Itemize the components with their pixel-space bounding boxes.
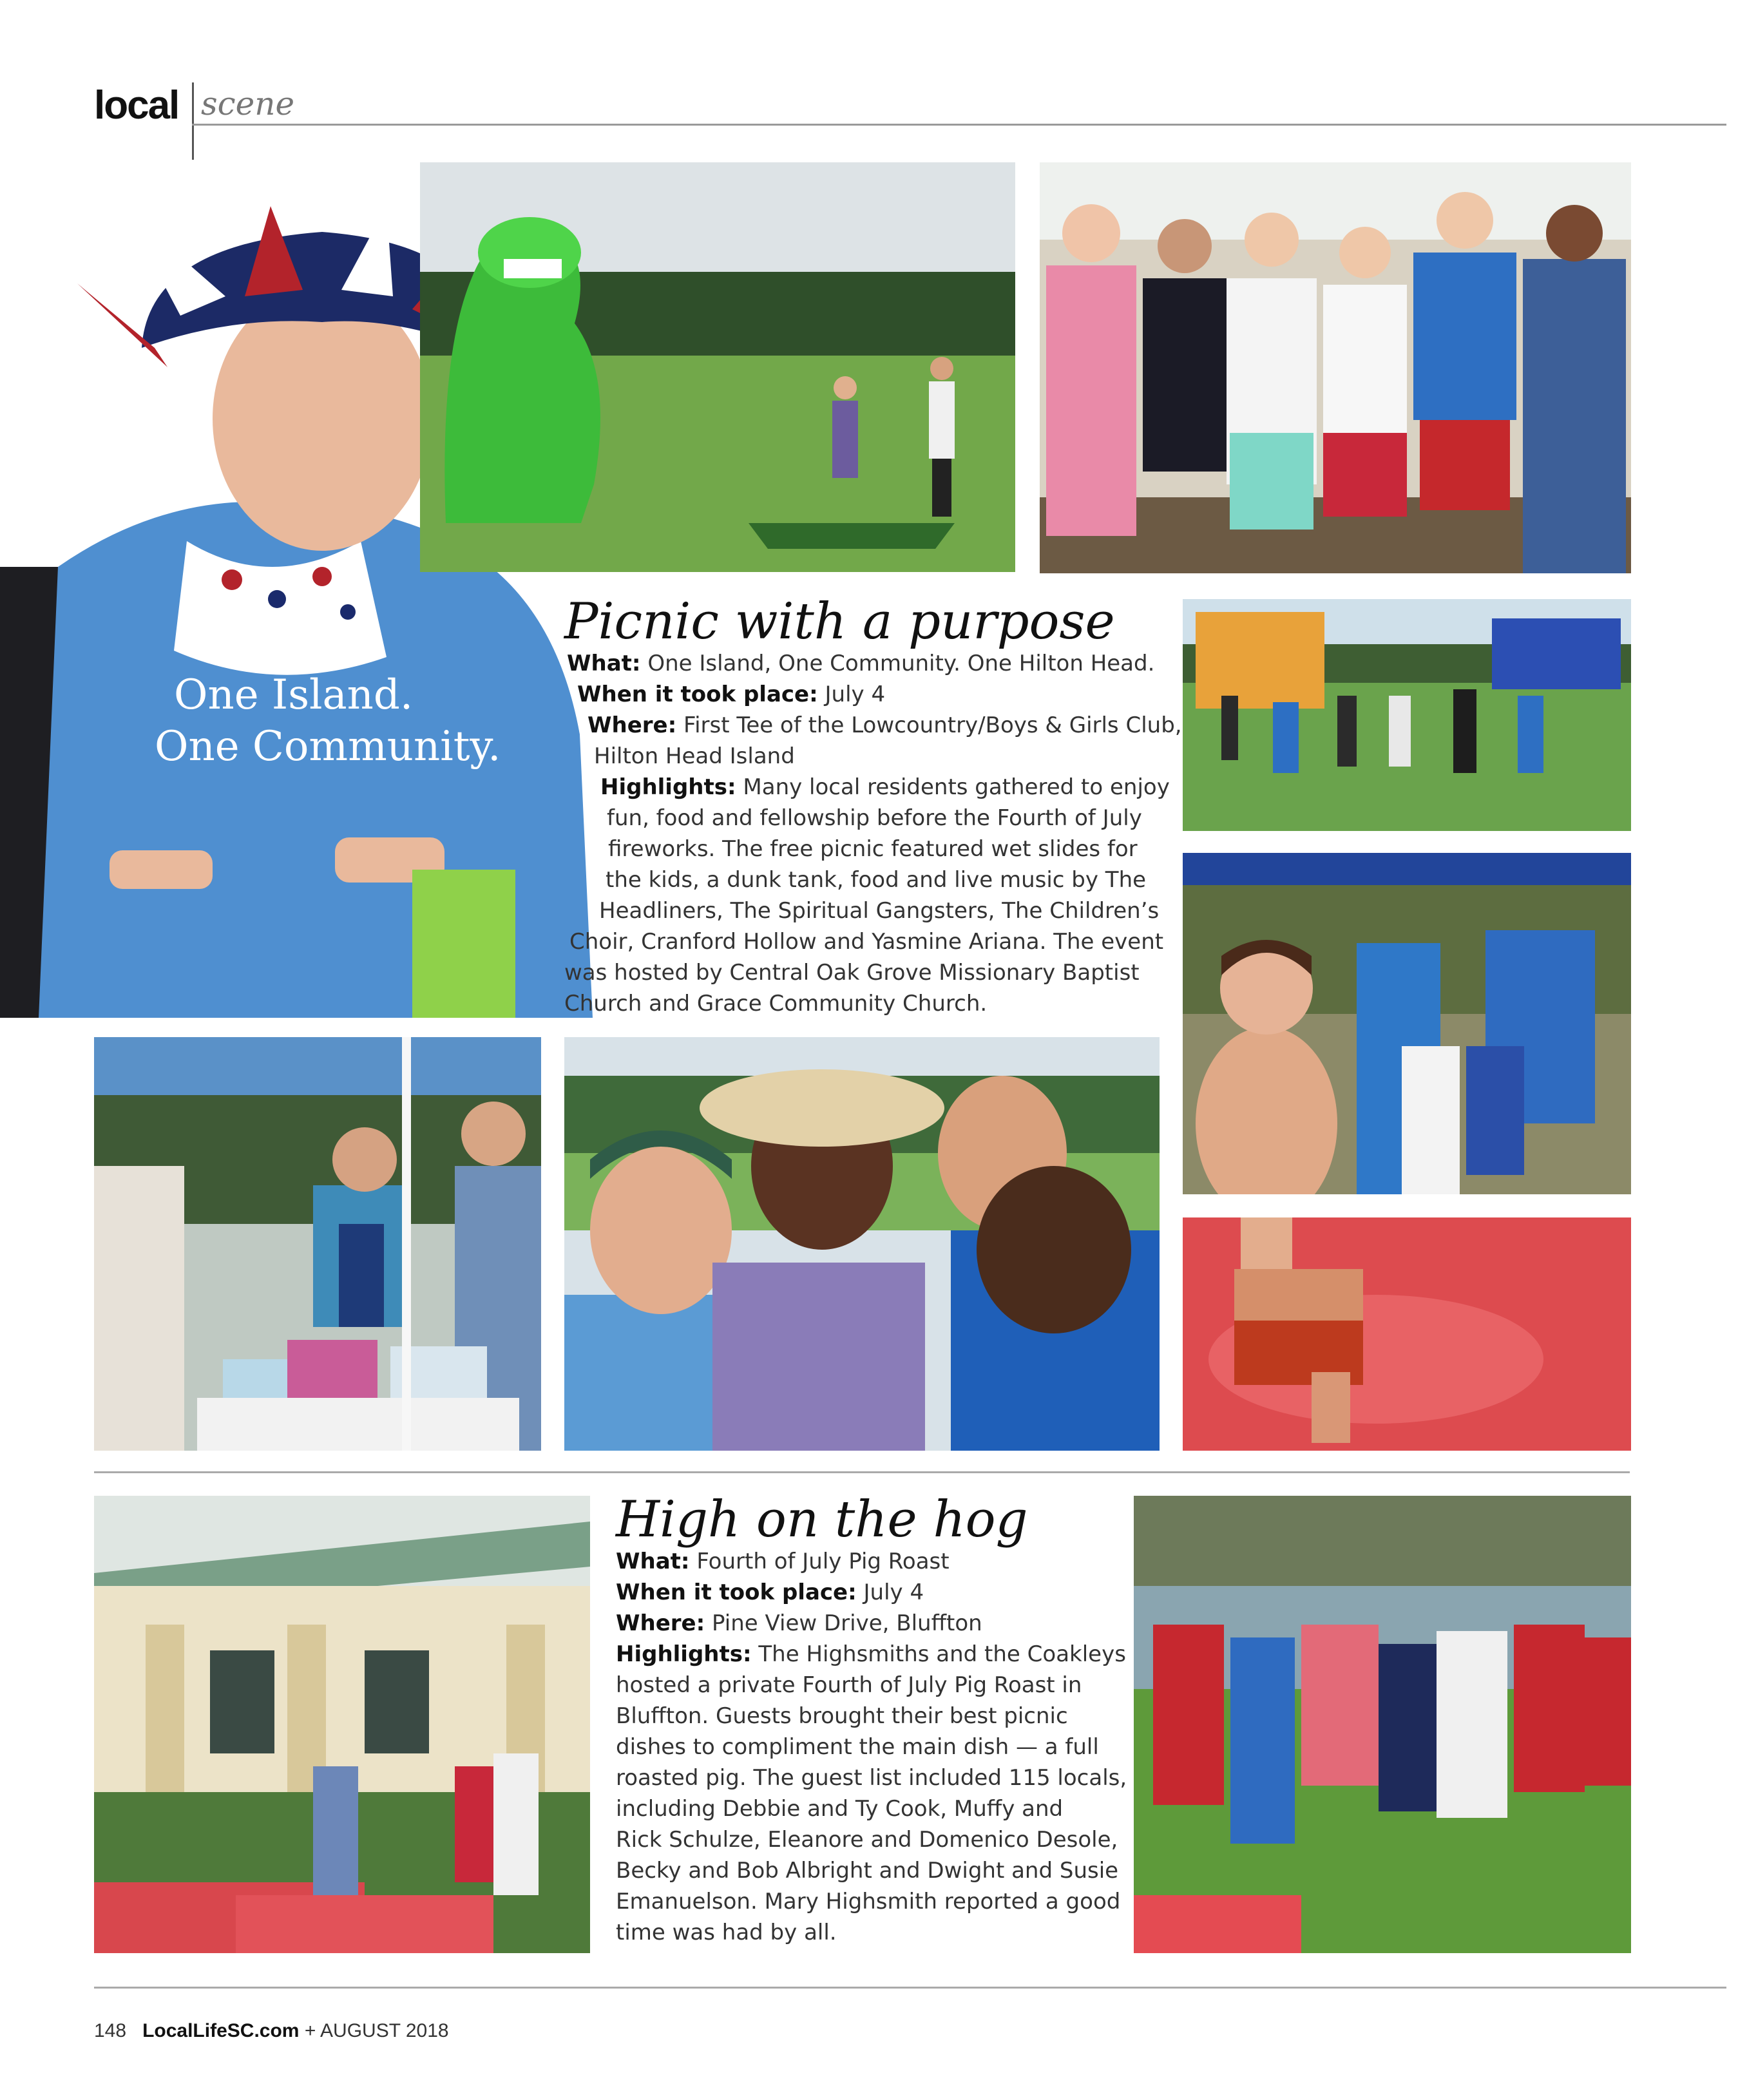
- photo-food-table: [94, 1037, 541, 1451]
- issue-date: AUGUST 2018: [320, 2020, 449, 2041]
- page-number: 148: [94, 2020, 127, 2041]
- story2-highlights: Highlights: The Highsmiths and the Coakleys: [616, 1641, 1126, 1667]
- photo-water-slide: [1183, 1217, 1631, 1451]
- story2-body: [616, 1546, 1127, 1948]
- story1-when: When it took place: July 4: [577, 682, 886, 707]
- story2-highlights-line: time was had by all.: [616, 1920, 837, 1945]
- section-label: local: [94, 83, 179, 128]
- story2-when: When it took place: July 4: [616, 1580, 924, 1605]
- story2-what: What: Fourth of July Pig Roast: [616, 1549, 950, 1574]
- story2-where: Where: Pine View Drive, Bluffton: [616, 1610, 982, 1636]
- story2-title: High on the hog: [616, 1491, 1028, 1549]
- story1-highlights-line: fun, food and fellowship before the Fourth of July: [607, 805, 1142, 831]
- story2-highlights-line: roasted pig. The guest list included 115 locals,: [616, 1765, 1127, 1791]
- story1-title: Picnic with a purpose: [564, 593, 1115, 651]
- story1-where: Where: First Tee of the Lowcountry/Boys & Girls Club,: [587, 712, 1182, 738]
- footer-separator: +: [304, 2020, 316, 2041]
- story1-highlights: Highlights: Many local residents gathered to enjoy: [600, 774, 1170, 800]
- story1-highlights-line: Headliners, The Spiritual Gangsters, The Children’s: [599, 898, 1160, 924]
- story1-where-cont: Hilton Head Island: [594, 743, 795, 769]
- story2-highlights-line: hosted a private Fourth of July Pig Roast in: [616, 1672, 1082, 1698]
- story1-highlights-line: the kids, a dunk tank, food and live music by The: [606, 867, 1147, 893]
- story2-highlights-line: dishes to compliment the main dish — a full: [616, 1734, 1099, 1760]
- shirt-text-line2: One Community.: [155, 723, 501, 770]
- story1-highlights-line: fireworks. The free picnic featured wet slides for: [608, 836, 1138, 862]
- story2-highlights-line: Bluffton. Guests brought their best picnic: [616, 1703, 1068, 1729]
- subsection-label: scene: [201, 85, 295, 122]
- story1-highlights-line: Church and Grace Community Church.: [564, 991, 988, 1017]
- section-divider: [94, 1471, 1630, 1473]
- story2-highlights-line: Rick Schulze, Eleanore and Domenico Desole,: [616, 1827, 1118, 1853]
- photo-pig-roast-group: [1134, 1496, 1631, 1953]
- photo-selfie-group: [564, 1037, 1160, 1451]
- story2-highlights-line: Emanuelson. Mary Highsmith reported a good: [616, 1889, 1121, 1914]
- story2-highlights-line: Becky and Bob Albright and Dwight and Susie: [616, 1858, 1119, 1884]
- story2-highlights-line: including Debbie and Ty Cook, Muffy and: [616, 1796, 1064, 1822]
- site-name: LocalLifeSC.com: [142, 2020, 300, 2041]
- shirt-text-line1: One Island.: [174, 671, 414, 719]
- page-footer: [94, 2020, 449, 2042]
- story1-highlights-line: was hosted by Central Oak Grove Missionary Baptist: [564, 960, 1140, 986]
- story1-highlights-line: Choir, Cranford Hollow and Yasmine Ariana. The event: [569, 929, 1164, 955]
- footer-rule: [94, 1987, 1726, 1989]
- story1-what: What: One Island, One Community. One Hilton Head.: [567, 651, 1155, 676]
- photo-clubhouse-party: [94, 1496, 590, 1953]
